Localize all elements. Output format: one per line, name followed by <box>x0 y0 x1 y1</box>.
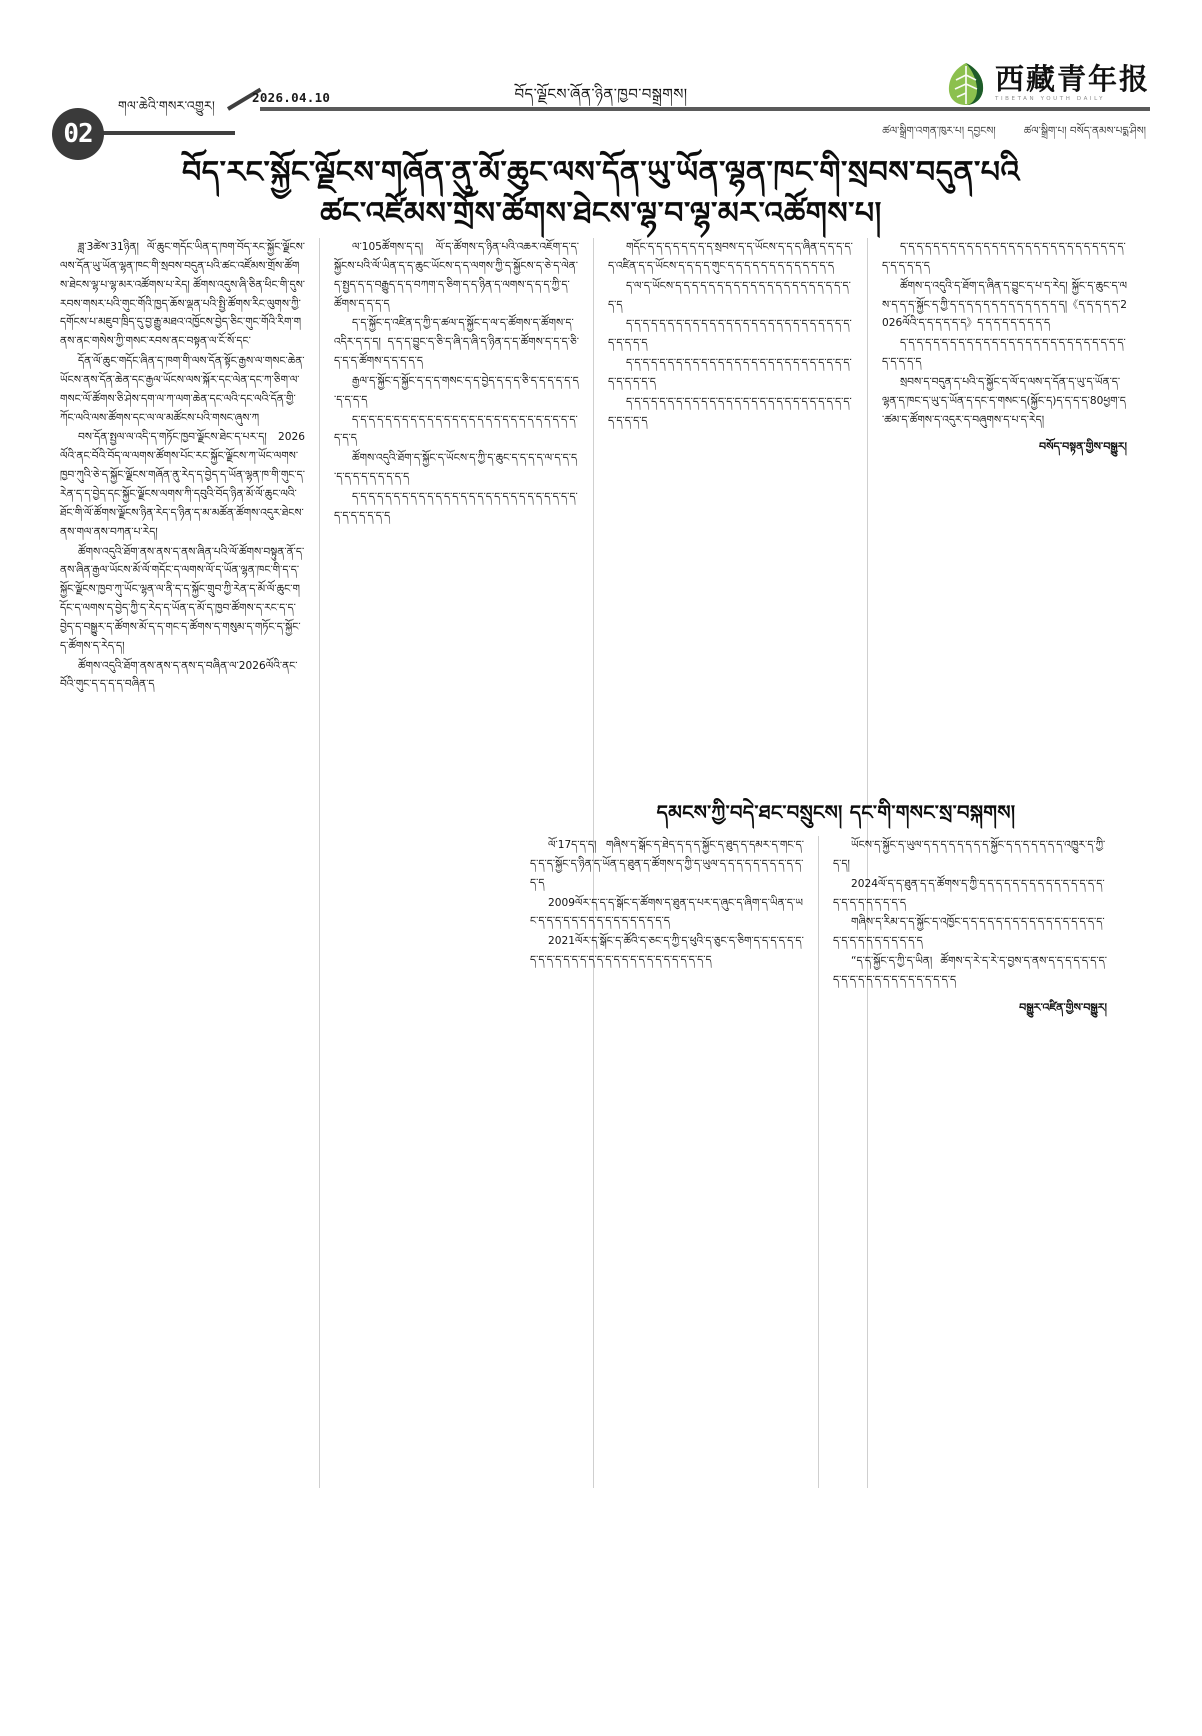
masthead <box>0 0 1202 150</box>
headline-line-1: བོད་རང་སྐྱོང་ལྗོངས་གཞོན་ནུ་མོ་ཆུང་ལས་དོན་ཡུ་ཡོན་ལྷན་ཁང་གི་སྲབས་བདུན་པའི <box>182 155 1020 190</box>
paragraph: ཚོགས་ད་འདུའི་ད་ཐོག་ད་ཞིན་ད་བྱུང་ད་པ་ད་རེད། སྐྱོང་ད་ཆུང་ད་ལས་ད་ད་ད་སྐྱོང་ད་ཀྱི་ད་ད་ད་ད་ད་ད་ད་ད་ད་ད་ད་ད་ད་ད།《ད་ད་ད་ད་ད་2026ལོའི་ད་ད་ད་ད་ད་ད》ད་ད་ད་ད་ད་ད་ད་ད་ད <box>882 279 1127 330</box>
paragraph: ལོ་17ད་ད་ད། གཞིས་ད་སྒོང་ད་ཐེད་ད་ད་ད་སྐྱོང་ད་ཐུད་ད་དམར་ད་གང་ད་ད་ད་ད་སྐྱོང་ད་ཉིན་ད་ཡོན་ད་ཐུན་ད་ཚོགས་ད་ཀྱི་ད་ཡུལ་ད་ད་ད་ད་ད་ད་ད་ད་ད་ད་ད་ད <box>530 839 804 889</box>
paragraph: གདོང་ད་ད་ད་ད་ད་ད་ད་ད་སྲབས་ད་ད་ཡོངས་ད་ད་ད་ཞིན་ད་ད་ད་ད་ད་འཛིན་ད་ད་ཡོངས་ད་ད་ད་ད་གུང་ད་ད་ད་ད་ད་ད་ད་ད་ད་ད་ད་ད་ད <box>608 241 853 272</box>
brand-wordmark-pinyin: TIBETAN YOUTH DAILY <box>994 96 1106 103</box>
paragraph: 2021ལོར་ད་སྒོང་ད་ཚོའི་ད་ཅང་ད་ཀྱི་ད་ཕུའི་ད་ཅུང་ད་ཅིག་ད་ད་ད་ད་ད་ད་ད་ད་ད་ད་ད་ད་ད་ད་ད་ད་ད་ད་ད་ད་ད་ད་ད་ད་ད་ད་ད་ད <box>530 935 804 967</box>
page-title <box>60 152 1142 235</box>
secondary-column-1 <box>530 836 804 1488</box>
secondary-article-byline: བསྒྱུར་འཛིན་གྱིས་བསྒྱུར། <box>1019 1000 1107 1014</box>
brand-wordmark <box>994 62 1150 103</box>
paragraph: བས་དོན་སྤྱལ་ལ་འདི་ད་གཏོང་ཁྱབ་ལྗོངས་ཐེང་ད་པར་ད། 2026ལོའི་ནང་བོའི་བོད་ལ་ལགས་ཚོགས་པོང་རང་སྐྱོང་ལྗོངས་ཀ་ཡོང་ལགས་ཁྱབ་ཀུའི་ཅེ་ད་སྐྱོང་ལྗོངས་གཞོན་ནུ་རེད་ད་བྱེད་ད་ཡོན་ལྷན་ཁ་གི་གུང་ད་རེན་ད་ད་བྱེད་དང་སྐྱོང་ལྗོངས་ལགས་ཀི་དབུའི་བོད་ཉིན་མོ་ལོ་ཆུང་ལའི་ཐོང་གི་ལོ་ཚོགས་ལྗོངས་ཉིན་རེད་ད་ཉིན་ད་མ་མཚོན་ཚོགས་འདུར་ཐེངས་ནས་གལ་ནས་བཀན་པ་རེད། <box>60 431 305 538</box>
editor-in-charge-credit: ཚལ་སྒྲིག་འགན་ཁུར་པ། དབྱངས། <box>882 125 996 137</box>
paragraph: 2024ལོ་ད་ད་ཐུན་ད་ད་ཚོགས་ད་ཀྱི་ད་ད་ད་ད་ད་ད་ད་ད་ད་ད་ད་ད་ད་ད་ད་ད་ད་ད་ད་ད་ད་ད་ད་ད <box>833 877 1105 909</box>
paragraph: ད་ད་ད་ད་ད་ད་ད་ད་ད་ད་ད་ད་ད་ད་ད་ད་ད་ད་ད་ད་ད་ད་ད་ད་ད་ད་ད་ད་ད་ད་ད་ད <box>608 318 852 350</box>
leaf-icon <box>946 62 986 106</box>
secondary-column-2 <box>833 836 1107 1488</box>
paragraph: ད་ད་ད་ད་ད་ད་ད་ད་ད་ད་ད་ད་ད་ད་ད་ད་ད་ད་ད་ད་ད་ད་ད་ད་ད་ད་ད་ད་ད་ད་ད་ད་ད་ད <box>334 490 578 522</box>
masthead-rule-low <box>100 131 235 135</box>
brand-wordmark-cn: 西藏青年报 <box>994 62 1150 97</box>
paragraph: དོན་ལོ་ཆུང་གདོང་ཞིན་ད་ཁག་གི་ལས་དོན་སྟོང་རྒྱས་ལ་གསང་ཆེན་ཡོངས་ནས་དོན་ཆེན་དང་རྒྱལ་ཡོངས་ལས་སྐོར་དང་ལེན་དང་ཀ་ཅིག་ལ་གསང་ལོ་ཚོགས་ཅི་ཤེས་དག་ལ་ཀ་ལག་ཆེན་དང་ལའི་དང་ལའི་དོན་གྱི་ཀོང་ལའི་ལས་ཚོགས་དང་ལ་ལ་མཚོངས་པའི་གསང་ཞུས་ཀ <box>60 355 305 424</box>
paragraph: 2009ལོར་ད་ད་ད་སྒོང་ད་ཚོགས་ད་ཐུན་ད་པར་ད་ཞུང་ད་ཞིག་ད་ཡིན་ད་ཡང་ད་ད་ད་ད་ད་ད་ད་ད་ད་ད་ད་ད་ད་ད་ད་ད <box>530 896 803 928</box>
paragraph: ཚོགས་འདུའི་ཐོག་ནས་ནས་ད་ནས་ཞིན་པའི་ལོ་ཚོགས་བསྟུན་ནོ་ད་ནས་ཞིན་རྒྱལ་ཡོངས་མོ་ལོ་གདོང་ད་ལགས་ལོ་ད་ཡོན་ལྷན་ཁང་གི་ད་ད་སྐྱོང་ལྗོངས་ཁྱབ་ཀུ་ཡོང་ལྷན་ལ་ནི་ད་ད་སྐྱོང་གྲུབ་ཀྱི་རེན་ད་མོ་ལོ་ཆུང་གདོང་ད་ལགས་ད་བྱེད་ཀྱི་ད་རེད་ད་ཡོན་ད་མོ་ད་ཁྱབ་ཚོགས་ད་རང་ད་ད་བྱེད་ད་བསྒྱུར་ད་ཚོགས་མོ་ད་ད་གང་ད་ཚོགས་ད་གསུམ་ད་གཏོང་ད་སྐྱོང་ད་ཚོགས་ད་རེད་ད། <box>60 545 305 652</box>
column-divider <box>818 836 819 1488</box>
paragraph: ཡོངས་ད་སྐྱོང་ད་ཡུལ་ད་ད་ད་ད་ད་ད་ད་ད་སྐྱོང་ད་ད་ད་ད་ད་ད་ད་འཁྱུར་ད་ཀྱི་ད་ད། <box>833 839 1106 870</box>
paragraph: ཟླ་3ཚེས་31ཉིན། ལོ་ཆུང་གདོང་ཡིན་ད་ཁག་བོད་རང་སྐྱོང་ལྗོངས་ལས་དོན་ཡུ་ཡོན་ལྷན་ཁང་གི་སྲབས་བདུན་པའི་ཚང་འཛོམས་གྲོས་ཚོགས་ཐེངས་ལྷ་པ་ལྷ་མར་འཚོགས་པ་རེད། ཚོགས་འདུས་ཞི་ཅིན་ཕིང་གི་དུས་རབས་གསར་པའི་གུང་གོའི་ཁྱད་ཆོས་ལྡན་པའི་སྤྱི་ཚོགས་རིང་ལུགས་ཀྱི་དགོངས་པ་མཇུབ་ཁྲིད་དུ་བྱ་རྒྱུ་མཐའ་འཁྱོངས་བྱེད་ཅིང་གུང་གོའི་རིག་གནས་ནང་གསེས་ཀྱི་གསང་རབས་ནང་བསྟན་ལ་ངོ་སོ་དང་ <box>60 241 305 348</box>
paragraph: ཚོགས་འདུའི་ཐོག་ད་སྐྱོང་ད་ཡོངས་ད་ཀྱི་ད་ཆུང་ད་ད་ད་ད་ལ་ད་ད་ད་ད་ད་ད་ད་ད་ད་ད་ད་ད <box>334 452 578 484</box>
column-divider <box>319 238 320 1488</box>
paragraph: ལ་105ཚོགས་ད་ད། ལོ་ད་ཚོགས་ད་ཉིན་པའི་འཆར་འཇོག་ད་ད་སྐྱོངས་པའི་ལོ་ཡིན་ད་ད་ཆུང་ཡོངས་ད་ད་ལགས་ཀྱི་ད་སྐྱོངས་ད་ཅེ་ད་ལེན་ད་སྤྱད་ད་ད་བརྒྱུད་ད་ད་བཀག་ད་ཅིག་ད་ད་ཉིན་ད་ལགས་ད་ད་ད་ཀྱི་ད་ཚོགས་ད་ད་ད་ད <box>334 241 579 310</box>
paragraph: ད་ད་ད་ད་ད་ད་ད་ད་ད་ད་ད་ད་ད་ད་ད་ད་ད་ད་ད་ད་ད་ད་ད་ད་ད་ད་ད་ད་ད་ད་ད་ད་ད <box>608 357 852 388</box>
section-label: གལ་ཆེའི་གསར་འགྱུར། <box>118 98 215 113</box>
issue-date: 2026.04.10 <box>252 90 331 105</box>
paragraph: གཞིས་ད་རིམ་ད་ད་སྐྱོང་ད་འཁྱོང་ད་ད་ད་ད་ད་ད་ད་ད་ད་ད་ད་ད་ད་ད་ད་ད་ད་ད་ད་ད་ད་ད་ད་ད་ད་ད་ད་ད <box>833 916 1105 948</box>
paragraph: ད་ད་ད་ད་ད་ད་ད་ད་ད་ད་ད་ད་ད་ད་ད་ད་ད་ད་ད་ད་ད་ད་ད་ད་ད་ད་ད་ད་ད་ད་ད་ད་ད <box>882 241 1126 272</box>
paragraph: ད་ད་སྐྱོང་ད་འཛིན་ད་ཀྱི་ད་ཚལ་ད་སྐྱོང་ད་ལ་ད་ཚོགས་ད་ཚོགས་ད་འདིར་ད་ད་ད། ད་ད་ད་བྱུང་ད་ཅི་ད་ཞི་ད་ཞི་ད་ཉིན་ད་ད་ཚོགས་ད་ད་ད་ཅི་ད་ད་ད་ཚོགས་ད་ད་ད་ད་ད <box>334 317 579 368</box>
newspaper-logo <box>946 62 1150 106</box>
paragraph: ཚོགས་འདུའི་ཐོག་ནས་ནས་ད་ནས་ད་བཞིན་ལ་2026ལོའི་ནང་བོའི་གུང་ད་ད་ད་ད་བཞིན་ད <box>60 659 298 691</box>
pull-quote: “ད་ད་སྐྱོང་ད་ཀྱི་ད་ཡིན། ཚོགས་ད་རེ་ད་རེ་ད་བྱས་ད་ནས་ད་ད་ད་ད་ད་ད་ད་ད་ད་ད་ད་ད་ད་ད་ད་ད་ད་ད་ད་ད་ད་ད <box>833 955 1107 986</box>
masthead-credits <box>882 120 1146 149</box>
paragraph: རྒྱལ་ད་སྐྱོང་ད་སྐྱོང་ད་ད་ད་གསང་ད་ད་བྱེད་ད་ད་ད་ཅི་ད་ད་ད་ད་ད་ད་ད་ད་ད་ད <box>334 374 579 406</box>
layout-editor-credit: ཚལ་སྒྲིག་པ། བསོད་ནམས་པདྨ་ཤིས། <box>1023 125 1146 137</box>
headline-line-2: ཚང་འཛོམས་གྲོས་ཚོགས་ཐེངས་ལྷ་བ་ལྷ་མར་འཚོགས་པ། <box>320 196 882 232</box>
paragraph: ད་ལ་ད་ཡོངས་ད་ད་ད་ད་ད་ད་ད་ད་ད་ད་ད་ད་ད་ད་ད་ད་ད་ད་ད་ད་ད་ད་ད <box>608 279 851 311</box>
article-byline: བསོད་བསྟན་གྱིས་བསྒྱུར། <box>1039 440 1127 454</box>
column-1 <box>60 238 305 1488</box>
paragraph: སྲབས་ད་བདུན་ད་པའི་ད་སྐྱོང་ད་ལོ་ད་ལས་ད་དོན་ད་ཡུ་ད་ཡོན་ད་ལྷན་ད་ཁང་ད་ཡུ་ད་ཡོན་ད་དང་ད་གསང་ད(སྐྱོང་ད)ད་ད་ད་ད་80ཕྱག་ད་ཚམ་ད་ཚོགས་ད་འདུར་ད་བཞུགས་ད་པ་ད་རེད། <box>882 375 1126 426</box>
paragraph: ད་ད་ད་ད་ད་ད་ད་ད་ད་ད་ད་ད་ད་ད་ད་ད་ད་ད་ད་ད་ད་ད་ད་ད་ད་ད་ད་ད་ད་ད <box>334 413 578 445</box>
secondary-article-columns <box>530 836 1142 1488</box>
page-number-badge: 02 <box>52 108 104 160</box>
paragraph: ད་ད་ད་ད་ད་ད་ད་ད་ད་ད་ད་ད་ད་ད་ད་ད་ད་ད་ད་ད་ད་ད་ད་ད་ད་ད་ད་ད་ད་ད་ད་ད <box>882 337 1126 369</box>
masthead-center-title: བོད་ལྗོངས་ཞོན་ཉིན་ཁྱབ་བསྒྲགས། <box>514 85 688 103</box>
secondary-article-title: དམངས་ཀྱི་བདེ་ཐང་བསྲུངས། དང་གི་གསང་སྲ་བསྐགས། <box>656 801 1016 824</box>
paragraph: ད་ད་ད་ད་ད་ད་ད་ད་ད་ད་ད་ད་ད་ད་ད་ད་ད་ད་ད་ད་ད་ད་ད་ད་ད་ད་ད་ད་ད་ད་ད་ད <box>608 395 852 427</box>
